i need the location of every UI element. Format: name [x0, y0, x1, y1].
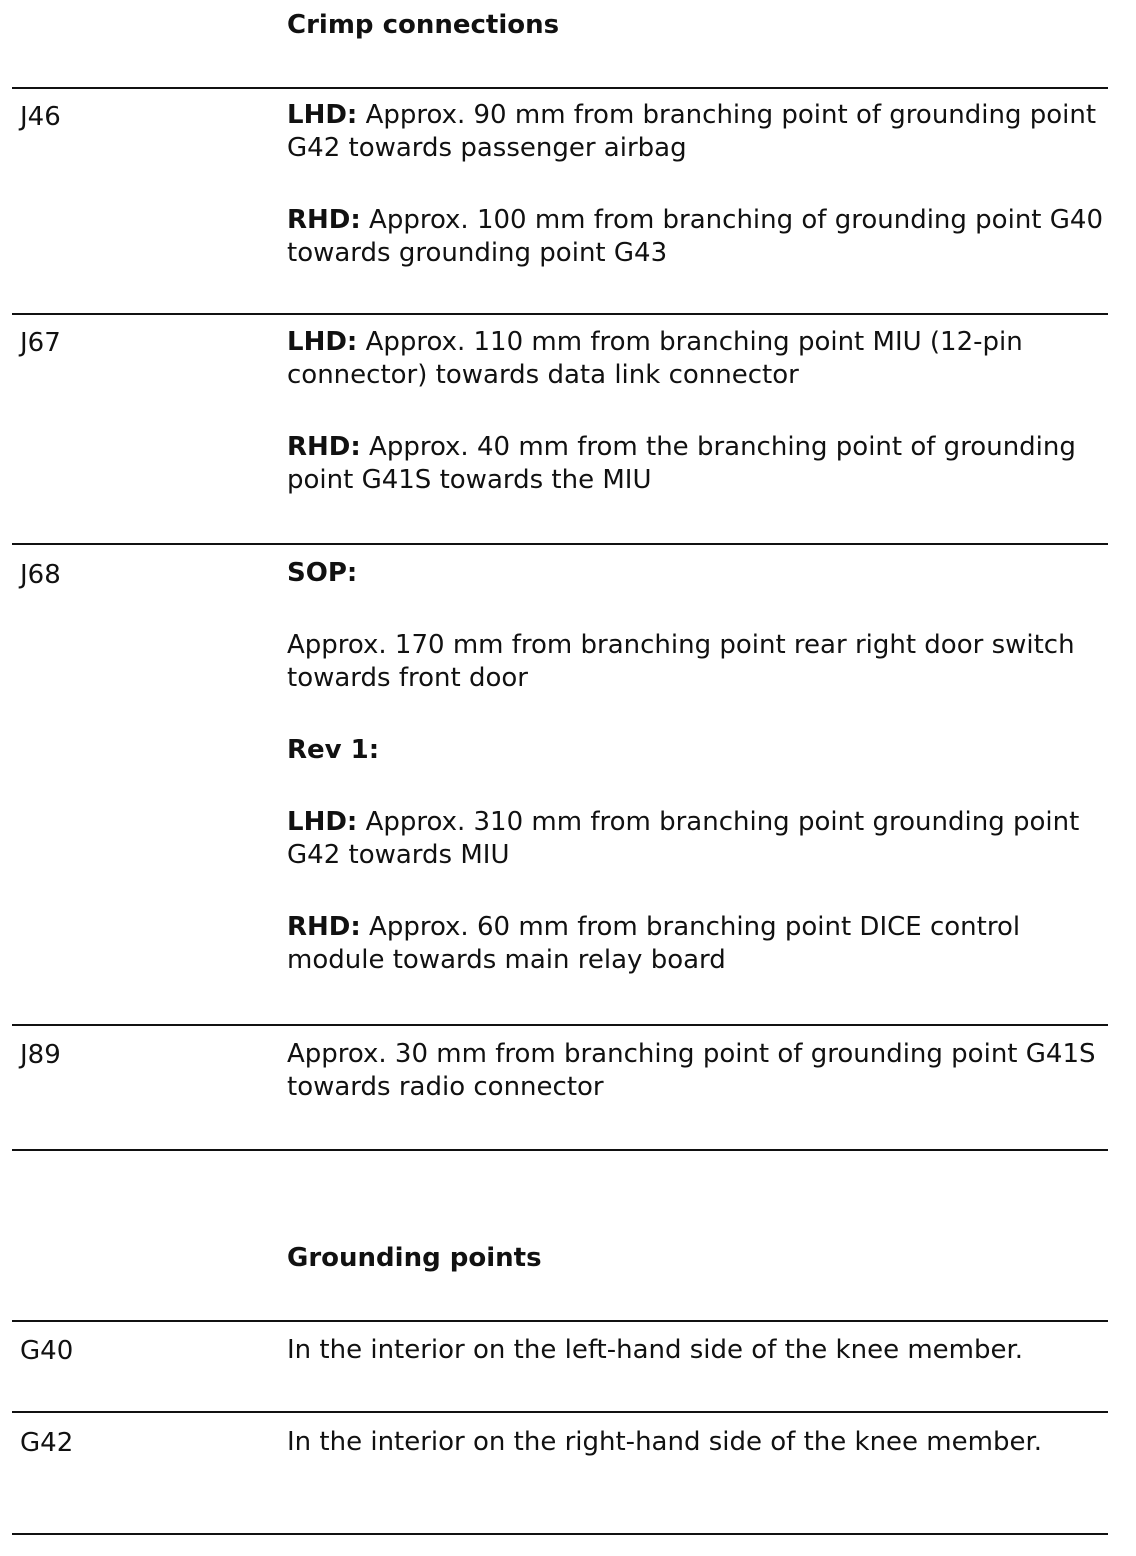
- drive-label: LHD:: [287, 327, 358, 357]
- description-paragraph: [287, 99, 1117, 165]
- description-text: In the interior on the right-hand side of the knee member.: [287, 1427, 1043, 1457]
- version-label: SOP:: [287, 558, 358, 588]
- description-text: Approx. 90 mm from branching point of grounding point G42 towards passenger airbag: [287, 100, 1097, 163]
- row-code-g40: G40: [20, 1336, 74, 1366]
- section-heading-grounding-points: Grounding points: [287, 1243, 542, 1273]
- divider: [12, 1411, 1108, 1413]
- description-text: Approx. 60 mm from branching point DICE control module towards main relay board: [287, 912, 1021, 975]
- description-paragraph: [287, 629, 1117, 695]
- row-description-g40: [287, 1334, 1117, 1367]
- description-text: Approx. 30 mm from branching point of grounding point G41S towards radio connector: [287, 1039, 1096, 1102]
- divider: [12, 1024, 1108, 1026]
- description-paragraph: [287, 806, 1117, 872]
- drive-label: RHD:: [287, 205, 361, 235]
- description-text: Approx. 100 mm from branching of grounding point G40 towards grounding point G43: [287, 205, 1103, 268]
- row-code-j67: J67: [20, 328, 61, 358]
- row-description-g42: [287, 1426, 1117, 1459]
- description-text: Approx. 110 mm from branching point MIU (12-pin connector) towards data link connector: [287, 327, 1023, 390]
- divider: [12, 1320, 1108, 1322]
- divider: [12, 313, 1108, 315]
- description-paragraph: [287, 1334, 1117, 1367]
- divider: [12, 1149, 1108, 1151]
- row-description-j67: [287, 326, 1117, 497]
- row-code-j46: J46: [20, 102, 61, 132]
- row-code-j68: J68: [20, 560, 61, 590]
- description-paragraph: [287, 734, 1117, 767]
- divider: [12, 87, 1108, 89]
- description-paragraph: [287, 326, 1117, 392]
- description-paragraph: [287, 204, 1117, 270]
- description-text: Approx. 40 mm from the branching point of grounding point G41S towards the MIU: [287, 432, 1076, 495]
- drive-label: RHD:: [287, 912, 361, 942]
- description-paragraph: [287, 1426, 1117, 1459]
- row-code-g42: G42: [20, 1428, 74, 1458]
- description-paragraph: [287, 1038, 1117, 1104]
- description-text: In the interior on the left-hand side of the knee member.: [287, 1335, 1024, 1365]
- divider: [12, 1533, 1108, 1535]
- drive-label: LHD:: [287, 807, 358, 837]
- description-text: Approx. 170 mm from branching point rear right door switch towards front door: [287, 630, 1075, 693]
- drive-label: LHD:: [287, 100, 358, 130]
- description-paragraph: [287, 431, 1117, 497]
- description-paragraph: [287, 557, 1117, 590]
- row-description-j68: [287, 557, 1117, 977]
- row-code-j89: J89: [20, 1040, 61, 1070]
- description-text: Approx. 310 mm from branching point grounding point G42 towards MIU: [287, 807, 1080, 870]
- row-description-j89: [287, 1038, 1117, 1104]
- drive-label: RHD:: [287, 432, 361, 462]
- version-label: Rev 1:: [287, 735, 380, 765]
- row-description-j46: [287, 99, 1117, 270]
- description-paragraph: [287, 911, 1117, 977]
- divider: [12, 543, 1108, 545]
- section-heading-crimp-connections: Crimp connections: [287, 10, 560, 40]
